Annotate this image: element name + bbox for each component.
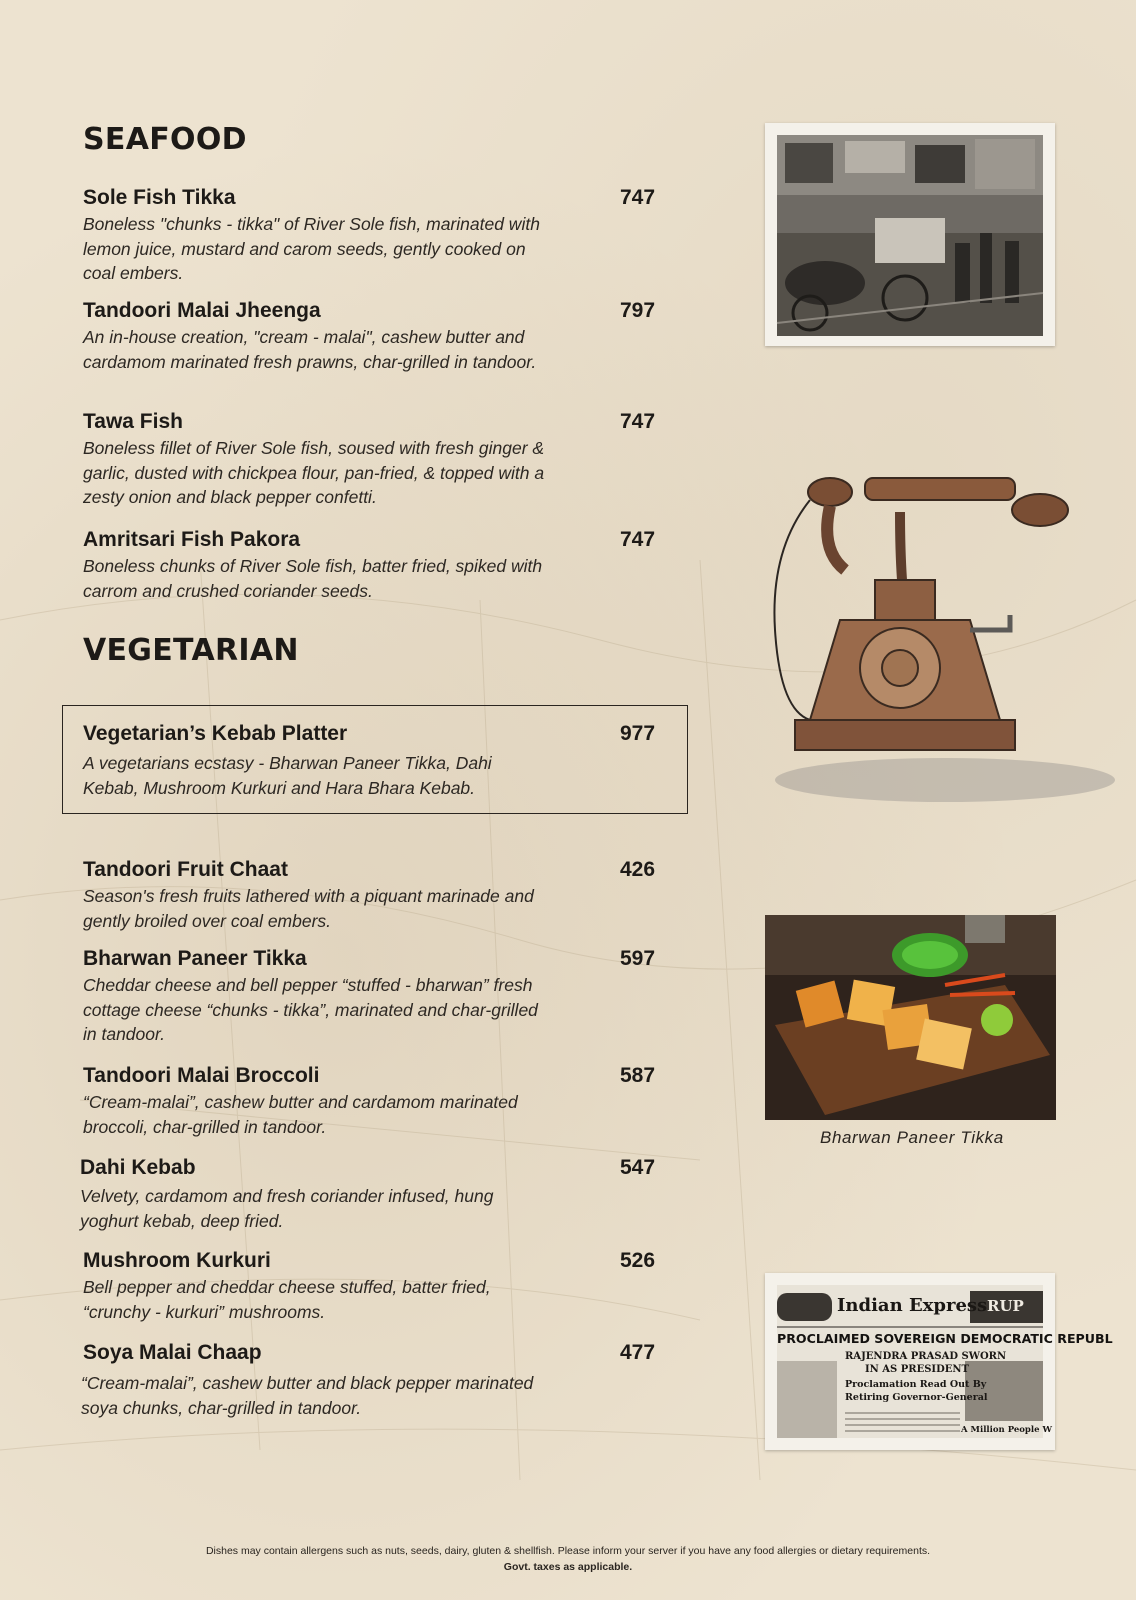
menu-item <box>83 527 663 603</box>
item-name: Tawa Fish <box>83 410 183 433</box>
item-price: 587 <box>620 1064 656 1087</box>
item-description: Bell pepper and cheddar cheese stuffed, batter fried, “crunchy - kurkuri” mushrooms. <box>83 1277 491 1322</box>
menu-item <box>83 185 663 286</box>
item-name: Tandoori Malai Jheenga <box>83 299 321 322</box>
item-price: 426 <box>620 858 656 881</box>
item-price: 747 <box>620 528 656 551</box>
newspaper-clipping <box>765 1273 1113 1450</box>
item-description: Boneless "chunks - tikka" of River Sole fish, marinated with lemon juice, mustard and carom seeds, gently cooked on coal embers. <box>83 214 540 283</box>
newspaper-subhead: Retiring Governor-General <box>845 1392 988 1403</box>
photo-caption: Bharwan Paneer Tikka <box>820 1128 1004 1147</box>
item-price: 747 <box>620 410 656 433</box>
item-price: 747 <box>620 186 656 209</box>
allergy-notice: Dishes may contain allergens such as nuts, seeds, dairy, gluten & shellfish. Please inform your server if you have any food allergies or dietary requirements. <box>205 1545 931 1557</box>
vintage-telephone-illustration <box>770 470 1120 810</box>
item-description: “Cream-malai”, cashew butter and black pepper marinated soya chunks, char-grilled in tandoor. <box>81 1373 534 1418</box>
newspaper-subhead: IN AS PRESIDENT <box>865 1364 969 1375</box>
menu-item <box>83 409 663 510</box>
menu-item <box>83 1340 663 1420</box>
item-description: Cheddar cheese and bell pepper “stuffed - bharwan” fresh cottage cheese “chunks - tikka”, marinated and char-grilled in tandoor. <box>83 975 538 1044</box>
item-name: Amritsari Fish Pakora <box>83 528 301 551</box>
vintage-street-photo <box>765 123 1055 346</box>
item-price: 797 <box>620 299 656 322</box>
menu-item <box>83 1063 663 1139</box>
newspaper-headline: PROCLAIMED SOVEREIGN DEMOCRATIC REPUBL <box>777 1331 1113 1346</box>
item-price: 977 <box>620 722 656 745</box>
item-description: An in-house creation, "cream - malai", cashew butter and cardamom marinated fresh prawns, char-grilled in tandoor. <box>83 327 537 372</box>
item-description: Boneless chunks of River Sole fish, batter fried, spiked with carrom and crushed coriander seeds. <box>83 556 543 601</box>
section-title-vegetarian: VEGETARIAN <box>83 633 299 668</box>
section-title-seafood: SEAFOOD <box>83 122 247 157</box>
item-price: 526 <box>620 1249 656 1272</box>
item-name: Vegetarian’s Kebab Platter <box>83 722 348 745</box>
newspaper-subhead: RAJENDRA PRASAD SWORN <box>845 1351 1007 1362</box>
menu-item <box>83 857 663 933</box>
item-description: Boneless fillet of River Sole fish, soused with fresh ginger & garlic, dusted with chickpea flour, pan-fried, & topped with a zesty onion and black pepper confetti. <box>83 438 545 507</box>
item-price: 477 <box>620 1341 656 1364</box>
item-name: Bharwan Paneer Tikka <box>83 947 307 970</box>
newspaper-side-text: A Million People W <box>961 1425 1053 1435</box>
menu-item <box>83 1248 663 1324</box>
item-description: Season's fresh fruits lathered with a piquant marinade and gently broiled over coal embers. <box>83 886 534 931</box>
paneer-tikka-photo <box>765 915 1056 1120</box>
item-description: “Cream-malai”, cashew butter and cardamom marinated broccoli, char-grilled in tandoor. <box>83 1092 518 1137</box>
item-name: Tandoori Fruit Chaat <box>83 858 288 881</box>
item-price: 597 <box>620 947 656 970</box>
menu-item <box>83 946 663 1047</box>
menu-item-featured <box>83 721 663 800</box>
newspaper-badge: RUP <box>987 1297 1024 1315</box>
item-description: A vegetarians ecstasy - Bharwan Paneer Tikka, Dahi Kebab, Mushroom Kurkuri and Hara Bhara Kebab. <box>83 753 492 798</box>
newspaper-masthead: Indian Express <box>837 1295 988 1316</box>
menu-item <box>80 1155 660 1233</box>
item-name: Sole Fish Tikka <box>83 186 236 209</box>
item-price: 547 <box>620 1156 656 1179</box>
item-name: Tandoori Malai Broccoli <box>83 1064 320 1087</box>
item-name: Dahi Kebab <box>80 1156 196 1179</box>
item-name: Soya Malai Chaap <box>83 1341 262 1364</box>
menu-item <box>83 298 663 374</box>
newspaper-subhead: Proclamation Read Out By <box>845 1379 987 1390</box>
item-description: Velvety, cardamom and fresh coriander infused, hung yoghurt kebab, deep fried. <box>80 1186 494 1231</box>
tax-notice: Govt. taxes as applicable. <box>503 1561 633 1573</box>
item-name: Mushroom Kurkuri <box>83 1249 271 1272</box>
